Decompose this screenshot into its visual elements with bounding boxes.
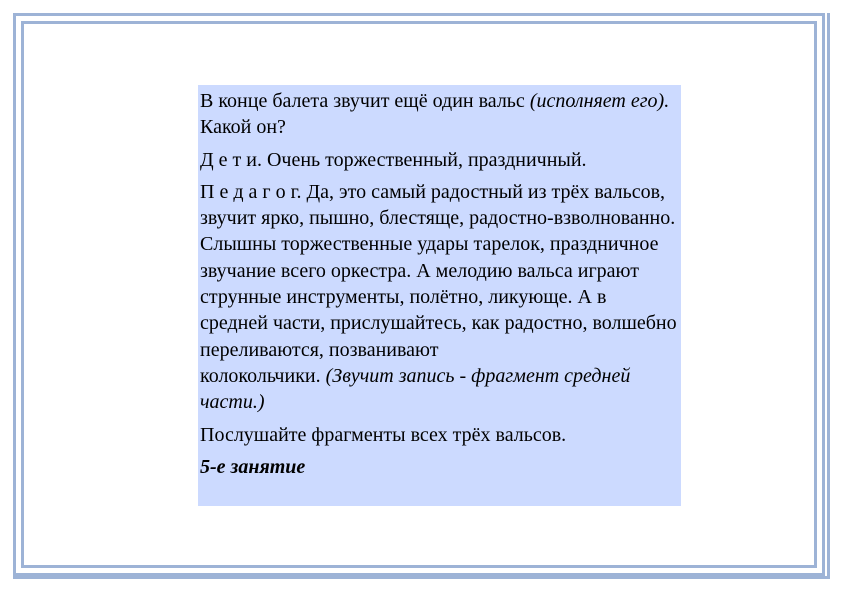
paragraph-4 [200,422,679,448]
paragraph-3-italic: (Звучит запись - фрагмент средней части.) [200,364,631,414]
paragraph-1-text: В конце балета звучит ещё один вальс [200,90,530,112]
paragraph-1-tail: Какой он? [200,116,286,139]
speaker-teacher: П е д а г о г. [200,180,302,203]
paragraph-1 [200,88,679,141]
paragraph-3-line-after: колокольчики. [200,364,326,387]
paragraph-1-italic: (исполняет его). [529,90,670,112]
frame-shadow-right [827,13,830,579]
paragraph-2 [200,147,679,173]
lesson-heading: 5-е занятие [200,455,306,478]
paragraph-2-text: Очень торжественный, праздничный. [261,148,587,171]
speaker-children: Д е т и. [200,148,262,171]
frame-shadow-bottom [13,576,830,579]
paragraph-3 [200,179,679,416]
paragraph-4-text: Послушайте фрагменты всех трёх вальсов. [200,423,567,446]
text-box [198,85,681,506]
paragraph-3-text: Да, это самый радостный из трёх вальсов, звучит ярко, пышно, блестяще, радостно-взволнованно. Слышны торжественные удары тарелок, праздничное звучание всего оркестра. А мелодию вальса играют струнные инструменты, полётно, ликующе. А в средней части, прислушайтесь, как радостно, волшебно переливаются, позванивают [200,180,677,361]
